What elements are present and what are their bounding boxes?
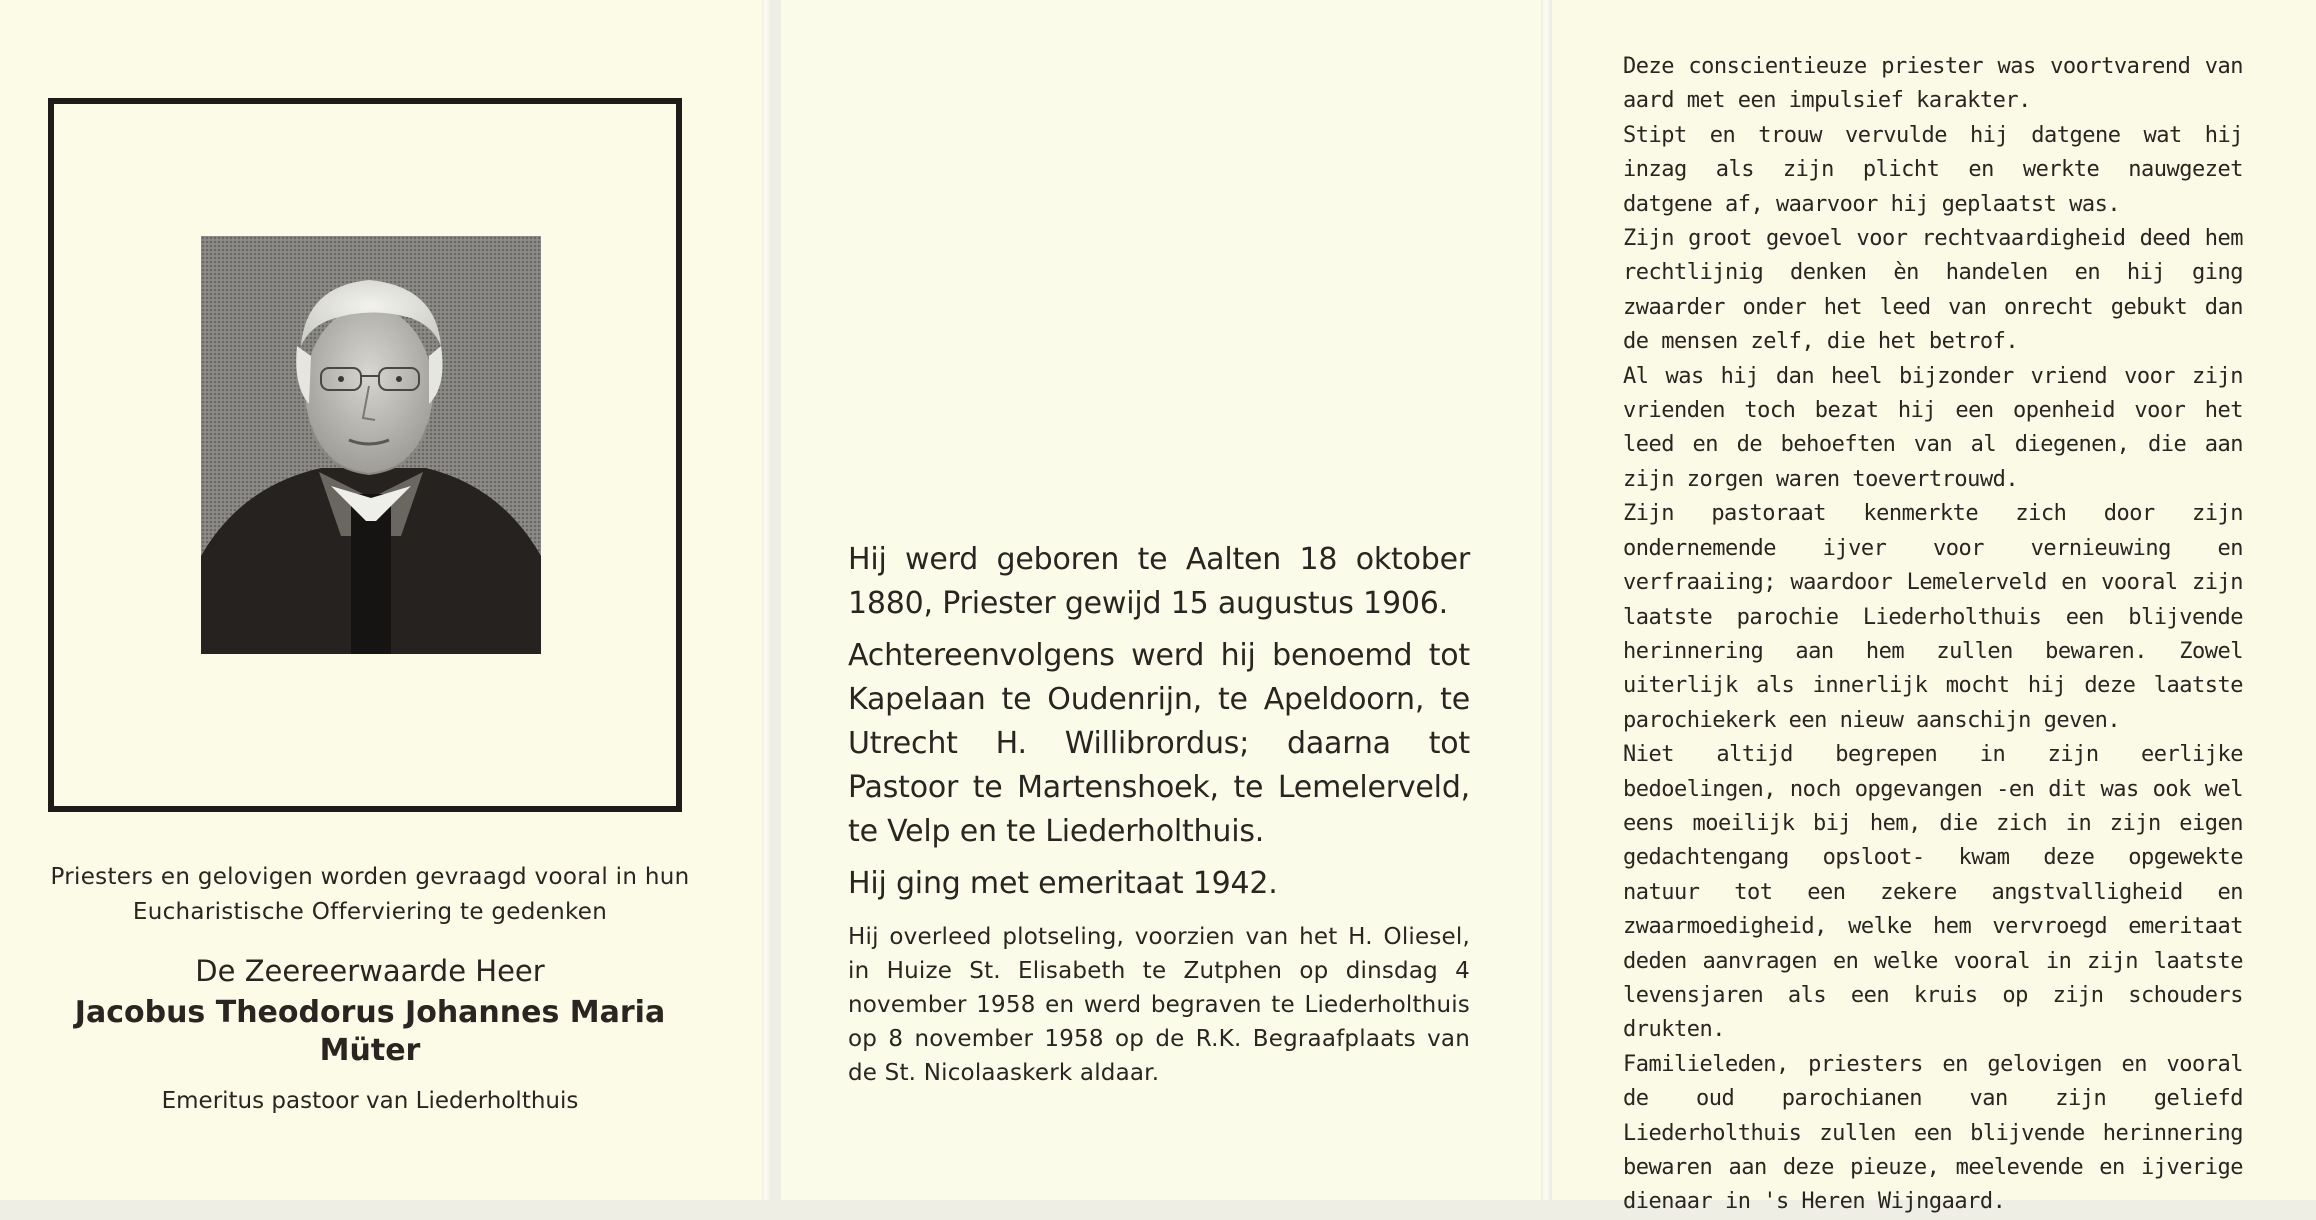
left-panel (0, 0, 762, 1200)
tribute-paragraph: Al was hij dan heel bijzonder vriend voor zijn vrienden toch bezat hij een openheid voor het leed en de behoeften van al diegenen, die aan zijn zorgen waren toevertrouwd. (1623, 363, 2243, 492)
tribute-paragraph: Stipt en trouw vervulde hij datgene wat hij inzag als zijn plicht en werkte nauwgezet datgene af, waarvoor hij geplaatst was. (1623, 122, 2243, 217)
tribute-paragraph: Familieleden, priesters en gelovigen en vooral de oud parochianen van zijn geliefd Liederholthuis zullen een blijvende herinnering bewaren aan deze pieuze, meelevende en ijverige dienaar in 's Heren Wijngaard. (1623, 1051, 2243, 1215)
fold-line (762, 0, 770, 1200)
deceased-name: Jacobus Theodorus Johannes Maria Müter (74, 995, 666, 1068)
prayer-request: Priesters en gelovigen worden gevraagd vooral in hun Eucharistische Offerviering te gedenken (50, 864, 690, 925)
tribute-paragraph: Zijn pastoraat kenmerkte zich door zijn ondernemende ijver voor vernieuwing en verfraaiing; waardoor Lemelerveld en vooral zijn laatste parochie Liederholthuis een blijvende herinnering aan hem zullen bewaren. Zowel uiterlijk als innerlijk mocht hij deze laatste parochiekerk een nieuw aanschijn geven. (1623, 501, 2243, 733)
portrait-photo (201, 236, 541, 654)
appointments: Achtereenvolgens werd hij benoemd tot Kapelaan te Oudenrijn, te Apeldoorn, te Utrecht H. Willibrordus; daarna tot Pastoor te Martenshoek, te Lemelerveld, te Velp en te Liederholthuis. (848, 638, 1470, 849)
tribute-text (1623, 50, 2243, 1220)
title-line: Emeritus pastoor van Liederholthuis (161, 1088, 579, 1114)
death-burial: Hij overleed plotseling, voorzien van het H. Oliesel, in Huize St. Elisabeth te Zutphen op dinsdag 4 november 1958 en werd begraven te Liederholthuis op 8 november 1958 op de R.K. Begraafplaats van de St. Nicolaaskerk aldaar. (848, 924, 1470, 1086)
biography (848, 538, 1470, 1090)
tribute-paragraph: Deze conscientieuze priester was voortvarend van aard met een impulsief karakter. (1623, 54, 2243, 114)
tribute-paragraph: Zijn groot gevoel voor rechtvaardigheid deed hem rechtlijnig denken èn handelen en hij ging zwaarder onder het leed van onrecht gebukt dan de mensen zelf, die het betrof. (1623, 226, 2243, 355)
emeritus: Hij ging met emeritaat 1942. (848, 866, 1278, 901)
honorific: De Zeereerwaarde Heer (195, 954, 545, 988)
fold-line (1542, 0, 1550, 1200)
birth-ordination: Hij werd geboren te Aalten 18 oktober 1880, Priester gewijd 15 augustus 1906. (848, 542, 1470, 621)
tribute-paragraph: Niet altijd begrepen in zijn eerlijke bedoelingen, noch opgevangen -en dit was ook wel eens moeilijk bij hem, die zich in zijn eigen gedachtengang opsloot- kwam deze opgewekte natuur tot een zekere angstvalligheid en zwaarmoedigheid, welke hem vervroegd emeritaat deden aanvragen en welke vooral in zijn laatste levensjaren als een kruis op zijn schouders drukten. (1623, 742, 2243, 1043)
